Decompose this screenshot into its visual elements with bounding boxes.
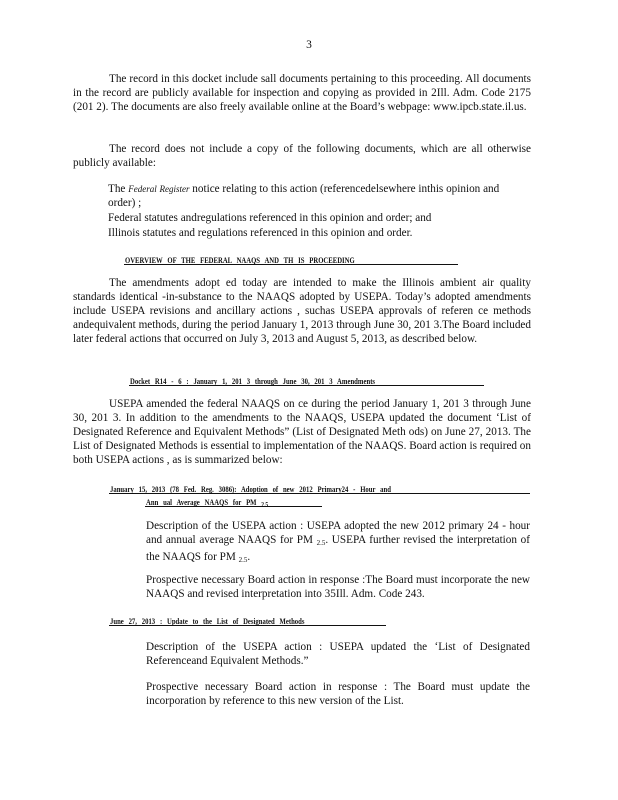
pm-subscript: 2.5: [316, 539, 326, 547]
list-item: [88, 182, 528, 210]
entry-1-title-line-1: January 15, 2013 (78 Fed. Reg. 3086): Adoption of new 2012 Primary24 - Hour and: [110, 484, 391, 494]
entry-1-title-subscript: 2.5: [261, 501, 269, 509]
intro-paragraph-not-included: The record does not include a copy of the following documents, which are all otherwise publicly available:: [73, 143, 531, 169]
docket-heading-underline: [129, 385, 484, 386]
entry-1-title-line-2: [146, 495, 268, 512]
excluded-documents-list: [88, 182, 528, 241]
entry-1-description-text-2: . USEPA further revised the interpretation of the NAAQS for PM: [146, 534, 530, 563]
entry-2-description: Description of the USEPA action : USEPA updated the ‘List of Designated Referenceand Equivalent Methods.”: [146, 641, 530, 667]
list-item-text: Federal statutes andregulations referenced in this opinion and order; and: [108, 212, 432, 224]
entry-2-board-action: Prospective necessary Board action in response : The Board must update the incorporation by reference to this new version of the List.: [146, 681, 530, 707]
entry-1-description-end: .: [247, 551, 251, 563]
pm-subscript: 2.5: [238, 556, 248, 564]
list-item-text: Illinois statutes and regulations referenced in this opinion and order.: [108, 227, 413, 239]
entry-1-board-action: Prospective necessary Board action in response :The Board must incorporate the new NAAQS and revised interpretation into 35Ill. Adm. Code 243.: [146, 574, 530, 600]
entry-1-title-text: Ann ual Average NAAQS for PM: [146, 497, 262, 507]
docket-paragraph: USEPA amended the federal NAAQS on ce during the period January 1, 201 3 through June 30, 201 3. In addition to the amendments to the NAAQS, USEPA updated the document ‘List of Designated Reference and Equivalent Methods” (List of Designated Meth ods) on June 27, 2013. The List of Designated Methods is essential to implementation of the NAAQS. Board action is required on both USEPA actions , as is summarized below:: [73, 398, 531, 466]
list-item-text: notice relating to this action (referencedelsewhere inthis opinion and order) ;: [108, 183, 500, 209]
entry-1-title-underline-2: [145, 506, 322, 507]
docket-heading: Docket R14 - 6 : January 1, 201 3 through June 30, 201 3 Amendments: [130, 376, 376, 386]
list-item: [88, 211, 528, 225]
entry-1-description: [146, 519, 530, 567]
list-item-text-prefix: The: [108, 183, 129, 195]
entry-1-title-underline-1: [109, 493, 530, 494]
page-number: 3: [306, 39, 312, 51]
overview-heading-underline: [124, 264, 458, 265]
overview-heading: OVERVIEW OF THE FEDERAL NAAQS AND TH IS PROCEEDING: [125, 255, 355, 265]
intro-paragraph-record: The record in this docket include sall documents pertaining to this proceeding. All documents in the record are publicly available for inspection and copying as provided in 2Ill. Adm. Code 2175 (201 2). The documents are also freely available online at the Board’s webpage: www.ipcb.state.il.us.: [73, 73, 531, 113]
entry-1-description-text: Description of the USEPA action : USEPA adopted the new 2012 primary 24 - hour and annual average NAAQS for PM: [146, 520, 530, 546]
federal-register-italic: Federal: [128, 184, 157, 194]
overview-paragraph: The amendments adopt ed today are intended to make the Illinois ambient air quality standards identical -in-substance to the NAAQS adopted by USEPA. Today’s adopted amendments include USEPA revisions and ancillary actions , suchas USEPA approvals of referen ce methods andequivalent methods, during the period January 1, 2013 through June 30, 201 3.The Board included later federal actions that occurred on July 3, 2013 and August 5, 2013, as described below.: [73, 277, 531, 345]
entry-2-title-underline: [109, 625, 386, 626]
entry-2-title: June 27, 2013 : Update to the List of Designated Methods: [110, 616, 305, 626]
federal-register-italic-2: Register: [159, 184, 190, 194]
list-item: [88, 226, 528, 240]
